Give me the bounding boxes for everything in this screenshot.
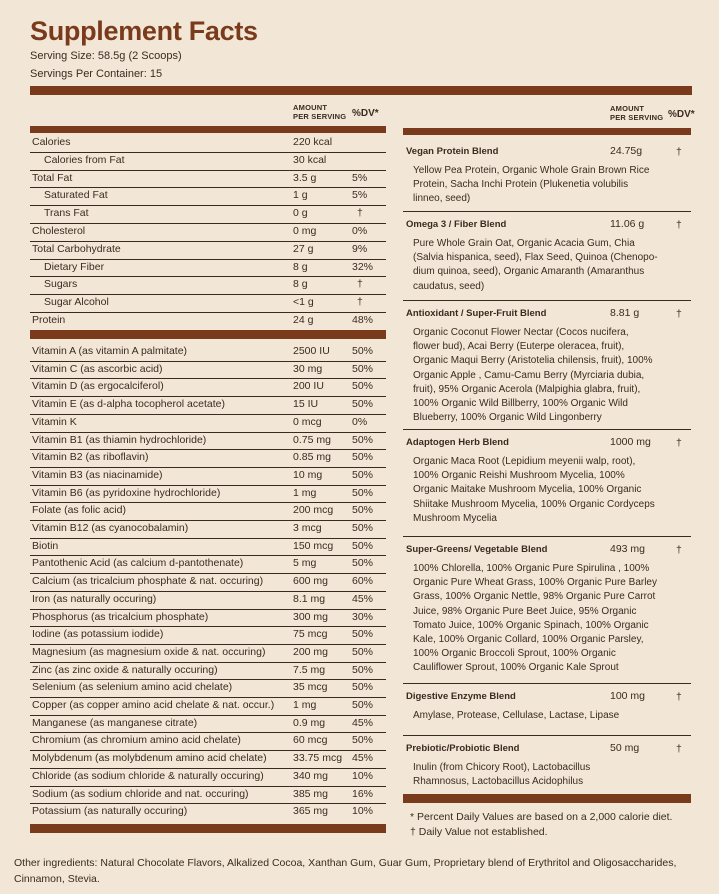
nutrient-amount: 2500 IU (293, 345, 330, 357)
nutrient-amount: 30 mg (293, 362, 323, 375)
ingredient-line: Grass, 100% Organic Nettle, 98% Organic Pure Carrot (413, 591, 656, 603)
blend-ingredients (413, 761, 688, 789)
nutrient-dv: 50% (352, 628, 374, 641)
nutrient-dv: 50% (352, 468, 374, 481)
row-divider (30, 502, 386, 503)
ingredient-line: 100% Organic Broccoli Sprout, 100% Organic (413, 648, 616, 660)
nutrient-amount: 300 mg (293, 610, 329, 623)
row-divider (30, 732, 386, 733)
nutrient-name: Calcium (as tricalcium phosphate & nat. occuring) (32, 575, 264, 588)
nutrient-name: Vitamin A (as vitamin A palmitate) (32, 345, 188, 357)
row-divider (30, 786, 386, 787)
nutrient-dv: 9% (352, 242, 368, 255)
ingredient-line: Organic Maitake Mushroom Mycelia, 100% Organic (413, 484, 642, 496)
row-divider (30, 609, 386, 610)
nutrient-dv: 32% (352, 260, 374, 273)
blend-name: Antioxidant / Super-Fruit Blend (406, 308, 547, 319)
nutrient-dv: 50% (352, 522, 374, 534)
nutrient-amount: 600 mg (293, 575, 329, 588)
nutrient-dv: 50% (352, 380, 374, 393)
amount-header-sub: PER SERVING (610, 113, 664, 122)
nutrient-amount: 200 mcg (293, 504, 334, 517)
nutrient-dv: 50% (352, 433, 374, 446)
nutrient-dv: † (357, 207, 363, 220)
nutrient-amount: 0 g (293, 207, 308, 220)
blend-divider (403, 735, 691, 736)
nutrient-amount: 27 g (293, 242, 314, 255)
dv-header: %DV* (668, 109, 695, 120)
nutrient-amount: 340 mg (293, 769, 329, 782)
nutrient-amount: <1 g (293, 296, 314, 309)
ingredient-line: Organic Maca Root (Lepidium meyenii walp, root), (413, 456, 636, 467)
row-divider (30, 396, 386, 397)
nutrient-name: Vitamin B12 (as cyanocobalamin) (32, 522, 189, 534)
other-ingredients: Other ingredients: Natural Chocolate Flavors, Alkalized Cocoa, Xanthan Gum, Guar Gum, Proprietary blend of Erythritol and Oligosaccharides, Cinnamon, Stevia. (14, 857, 677, 885)
nutrient-name: Chromium (as chromium amino acid chelate) (32, 734, 241, 747)
nutrient-amount: 385 mg (293, 787, 329, 800)
row-divider (30, 152, 386, 153)
blend-amount: 1000 mg (610, 436, 651, 448)
nutrient-name: Vitamin B6 (as pyridoxine hydrochloride) (32, 486, 221, 499)
blend-ingredients (413, 326, 688, 425)
nutrient-amount: 150 mcg (293, 539, 334, 552)
blend-dv: † (676, 743, 682, 755)
blend-divider (403, 211, 691, 212)
ingredient-line: Tomato Juice, 100% Organic Spinach, 100% Organic (413, 619, 649, 631)
blend-ingredients (413, 164, 688, 207)
nutrient-name: Chloride (as sodium chloride & naturally occuring) (32, 769, 264, 782)
nutrient-dv: 0% (352, 225, 368, 237)
nutrient-amount: 75 mcg (293, 628, 328, 641)
nutrient-amount: 30 kcal (293, 153, 327, 166)
blend-amount: 24.75g (610, 145, 643, 157)
row-divider (30, 467, 386, 468)
nutrient-dv: 50% (352, 451, 374, 464)
row-divider (30, 803, 386, 804)
nutrient-amount: 0 mg (293, 225, 317, 237)
blend-name: Super-Greens/ Vegetable Blend (406, 544, 548, 555)
nutrient-amount: 3.5 g (293, 171, 317, 184)
nutrient-name: Vitamin C (as ascorbic acid) (32, 362, 163, 375)
ingredient-line: Mushroom Mycelia (413, 512, 497, 524)
ingredient-line: Yellow Pea Protein, Organic Whole Grain Brown Rice (413, 165, 650, 176)
blend-divider (403, 429, 691, 430)
nutrient-name: Sugars (44, 278, 78, 291)
left-header-rule (30, 126, 386, 133)
nutrient-name: Iodine (as potassium iodide) (32, 628, 164, 641)
row-divider (30, 485, 386, 486)
nutrient-dv: 50% (352, 557, 374, 570)
nutrient-dv: 60% (352, 575, 374, 588)
nutrient-amount: 15 IU (293, 398, 319, 411)
nutrient-amount: 8.1 mg (293, 592, 326, 605)
nutrient-dv: 0% (352, 415, 368, 428)
row-divider (30, 170, 386, 171)
row-divider (30, 414, 386, 415)
nutrient-name: Magnesium (as magnesium oxide & nat. occuring) (32, 645, 266, 658)
nutrient-amount: 220 kcal (293, 136, 333, 148)
nutrient-amount: 0.85 mg (293, 451, 331, 464)
nutrient-amount: 7.5 mg (293, 663, 326, 676)
nutrient-name: Copper (as copper amino acid chelate & nat. occur.) (32, 699, 275, 711)
ingredient-line: Rhamnosus, Lactobacillus Acidophilus (413, 776, 584, 788)
row-divider (30, 241, 386, 242)
blend-ingredients (413, 237, 688, 294)
nutrient-name: Sodium (as sodium chloride and nat. occuring) (32, 787, 249, 800)
row-divider (30, 432, 386, 433)
blend-name: Vegan Protein Blend (406, 146, 499, 157)
nutrient-name: Vitamin K (32, 415, 77, 428)
nutrient-name: Zinc (as zinc oxide & naturally occuring) (32, 663, 218, 676)
ingredient-line: (Salvia hispanica, seed), Flax Seed, Quinoa (Chenopo- (413, 252, 658, 264)
ingredient-line: 100% Organic Wild Billberry, 100% Organic Wild (413, 398, 628, 410)
row-divider (30, 768, 386, 769)
nutrient-amount: 365 mg (293, 805, 329, 818)
blend-name: Adaptogen Herb Blend (406, 437, 509, 448)
serving-size: Serving Size: 58.5g (2 Scoops) (30, 50, 182, 62)
amount-header: AMOUNT (610, 104, 645, 113)
blend-ingredients (413, 709, 688, 723)
nutrient-name: Total Fat (32, 171, 73, 184)
ingredient-line: Protein, Sacha Inchi Protein (Plukenetia volubilis (413, 179, 629, 191)
blend-name: Prebiotic/Probiotic Blend (406, 743, 520, 754)
nutrient-amount: 200 mg (293, 645, 329, 658)
ingredient-line: caudatus, seed) (413, 280, 485, 292)
blend-name: Omega 3 / Fiber Blend (406, 219, 507, 230)
nutrient-dv: 50% (352, 645, 374, 658)
row-divider (30, 187, 386, 188)
nutrient-amount: 8 g (293, 260, 308, 273)
blend-dv: † (676, 219, 682, 231)
row-divider (30, 223, 386, 224)
nutrient-amount: 200 IU (293, 380, 324, 393)
footnote-dagger: † Daily Value not established. (410, 826, 548, 838)
right-header-rule (403, 128, 691, 135)
ingredient-line: Pure Whole Grain Oat, Organic Acacia Gum, Chia (413, 238, 635, 249)
ingredient-line: Organic Maqui Berry (Aristotelia chilensis, fruit), 100% (413, 355, 653, 367)
blend-dv: † (676, 691, 682, 703)
nutrient-name: Vitamin B1 (as thiamin hydrochloride) (32, 433, 207, 446)
row-divider (30, 538, 386, 539)
nutrient-dv: 5% (352, 171, 368, 184)
nutrient-name: Vitamin E (as d-alpha tocopherol acetate) (32, 398, 225, 411)
nutrient-dv: 50% (352, 345, 374, 357)
blend-ingredients (413, 455, 688, 526)
ingredient-line: Shiitake Mushroom Mycelia, 100% Organic Cordyceps (413, 498, 655, 510)
nutrient-name: Calories from Fat (44, 153, 125, 166)
ingredient-line: dium quinoa, seed), Organic Amaranth (Amaranthus (413, 266, 645, 278)
ingredient-line: fruit), 95% Organic Acerola (Malpighia glabra, fruit), (413, 383, 641, 395)
nutrient-name: Cholesterol (32, 225, 86, 237)
blend-amount: 493 mg (610, 543, 646, 555)
nutrient-dv: 10% (352, 769, 374, 782)
row-divider (30, 449, 386, 450)
left-bottom-rule (30, 824, 386, 833)
row-divider (30, 662, 386, 663)
nutrient-dv: 50% (352, 486, 374, 499)
nutrient-name: Saturated Fat (44, 189, 108, 202)
nutrient-dv: 50% (352, 504, 374, 517)
blend-ingredients (413, 562, 688, 676)
row-divider (30, 312, 386, 313)
ingredient-line: Amylase, Protease, Cellulase, Lactase, Lipase (413, 710, 620, 721)
row-divider (30, 715, 386, 716)
nutrient-dv: 45% (352, 592, 374, 605)
blend-dv: † (676, 437, 682, 449)
row-divider (30, 555, 386, 556)
nutrient-name: Vitamin D (as ergocalciferol) (32, 380, 164, 393)
row-divider (30, 626, 386, 627)
nutrient-amount: 5 mg (293, 557, 317, 570)
row-divider (30, 573, 386, 574)
nutrient-name: Iron (as naturally occuring) (32, 592, 157, 605)
nutrient-dv: 50% (352, 539, 374, 552)
nutrient-name: Protein (32, 314, 66, 326)
row-divider (30, 276, 386, 277)
row-divider (30, 361, 386, 362)
nutrient-dv: 50% (352, 734, 374, 747)
nutrient-dv: 50% (352, 699, 374, 711)
nutrient-amount: 1 mg (293, 699, 317, 711)
nutrient-amount: 1 mg (293, 486, 317, 499)
ingredient-line: Organic Coconut Flower Nectar (Cocos nucifera, (413, 327, 629, 338)
nutrient-name: Potassium (as naturally occuring) (32, 805, 188, 818)
nutrient-dv: 5% (352, 189, 368, 202)
blend-name: Digestive Enzyme Blend (406, 691, 516, 702)
nutrient-dv: 48% (352, 314, 374, 326)
nutrient-name: Total Carbohydrate (32, 242, 121, 255)
blend-amount: 50 mg (610, 742, 640, 754)
nutrient-amount: 0 mcg (293, 415, 322, 428)
ingredient-line: Cauliflower Sprout, 100% Organic Kale Sprout (413, 662, 619, 674)
blend-amount: 8.81 g (610, 307, 640, 319)
nutrient-name: Dietary Fiber (44, 260, 105, 273)
dv-header: %DV* (352, 108, 379, 119)
nutrient-amount: 60 mcg (293, 734, 328, 747)
nutrient-amount: 35 mcg (293, 681, 328, 694)
row-divider (30, 378, 386, 379)
nutrient-dv: 50% (352, 681, 374, 694)
amount-header-sub: PER SERVING (293, 112, 347, 121)
row-divider (30, 520, 386, 521)
nutrient-name: Selenium (as selenium amino acid chelate) (32, 681, 233, 694)
nutrient-dv: 50% (352, 663, 374, 676)
nutrient-name: Calories (32, 136, 71, 148)
blend-divider (403, 536, 691, 537)
blend-dv: † (676, 146, 682, 158)
nutrient-dv: † (357, 278, 363, 291)
nutrient-amount: 33.75 mcg (293, 752, 343, 765)
row-divider (30, 750, 386, 751)
row-divider (30, 591, 386, 592)
blend-amount: 11.06 g (610, 218, 645, 230)
nutrient-name: Vitamin B3 (as niacinamide) (32, 468, 163, 481)
right-bottom-rule (403, 794, 691, 803)
servings-per-container: Servings Per Container: 15 (30, 68, 163, 80)
ingredient-line: 100% Chlorella, 100% Organic Pure Spirulina , 100% (413, 563, 650, 574)
nutrient-name: Molybdenum (as molybdenum amino acid chelate) (32, 752, 267, 765)
nutrient-name: Vitamin B2 (as riboflavin) (32, 451, 149, 464)
nutrient-name: Folate (as folic acid) (32, 504, 126, 517)
left-section-rule (30, 330, 386, 339)
nutrient-name: Biotin (32, 539, 59, 552)
row-divider (30, 259, 386, 260)
nutrient-name: Manganese (as manganese citrate) (32, 716, 198, 729)
amount-header: AMOUNT (293, 103, 328, 112)
nutrient-dv: 45% (352, 752, 374, 765)
nutrient-dv: 30% (352, 610, 374, 623)
ingredient-line: 100% Organic Reishi Mushroom Mycelia, 100% (413, 470, 625, 482)
nutrient-amount: 0.9 mg (293, 716, 326, 729)
nutrient-amount: 3 mcg (293, 522, 322, 534)
blend-dv: † (676, 544, 682, 556)
nutrient-amount: 8 g (293, 278, 308, 291)
ingredient-line: Organic Apple , Camu-Camu Berry (Myrciaria dubia, (413, 369, 645, 381)
blend-divider (403, 683, 691, 684)
ingredient-line: Blueberry, 100% Organic Wild Lingonberry (413, 412, 602, 424)
row-divider (30, 644, 386, 645)
nutrient-amount: 10 mg (293, 468, 323, 481)
blend-amount: 100 mg (610, 690, 646, 702)
ingredient-line: Juice, 98% Organic Pure Beet Juice, 95% Organic (413, 605, 637, 617)
nutrient-name: Phosphorus (as tricalcium phosphate) (32, 610, 209, 623)
page-title: Supplement Facts (30, 16, 258, 46)
row-divider (30, 205, 386, 206)
nutrient-name: Trans Fat (44, 207, 89, 220)
nutrient-name: Sugar Alcohol (44, 296, 109, 309)
ingredient-line: Kale, 100% Organic Collard, 100% Organic Parsley, (413, 634, 644, 646)
nutrient-amount: 0.75 mg (293, 433, 331, 446)
nutrient-dv: 16% (352, 787, 374, 800)
ingredient-line: Inulin (from Chicory Root), Lactobacillus (413, 762, 591, 773)
footnote-dv: * Percent Daily Values are based on a 2,000 calorie diet. (410, 811, 673, 823)
nutrient-dv: 10% (352, 805, 374, 818)
ingredient-line: linneo, seed) (413, 193, 471, 205)
nutrient-dv: † (357, 296, 363, 309)
nutrient-dv: 45% (352, 716, 374, 729)
nutrient-amount: 1 g (293, 189, 308, 202)
nutrient-name: Pantothenic Acid (as calcium d-pantothenate) (32, 557, 244, 570)
row-divider (30, 697, 386, 698)
ingredient-line: Organic Pure Wheat Grass, 100% Organic Pure Barley (413, 577, 657, 589)
row-divider (30, 294, 386, 295)
nutrient-dv: 50% (352, 362, 374, 375)
blend-dv: † (676, 308, 682, 320)
blend-divider (403, 300, 691, 301)
nutrient-amount: 24 g (293, 314, 314, 326)
row-divider (30, 679, 386, 680)
nutrient-dv: 50% (352, 398, 374, 411)
top-rule (30, 86, 692, 95)
ingredient-line: flower bud), Acai Berry (Euterpe oleracea, fruit), (413, 341, 625, 353)
